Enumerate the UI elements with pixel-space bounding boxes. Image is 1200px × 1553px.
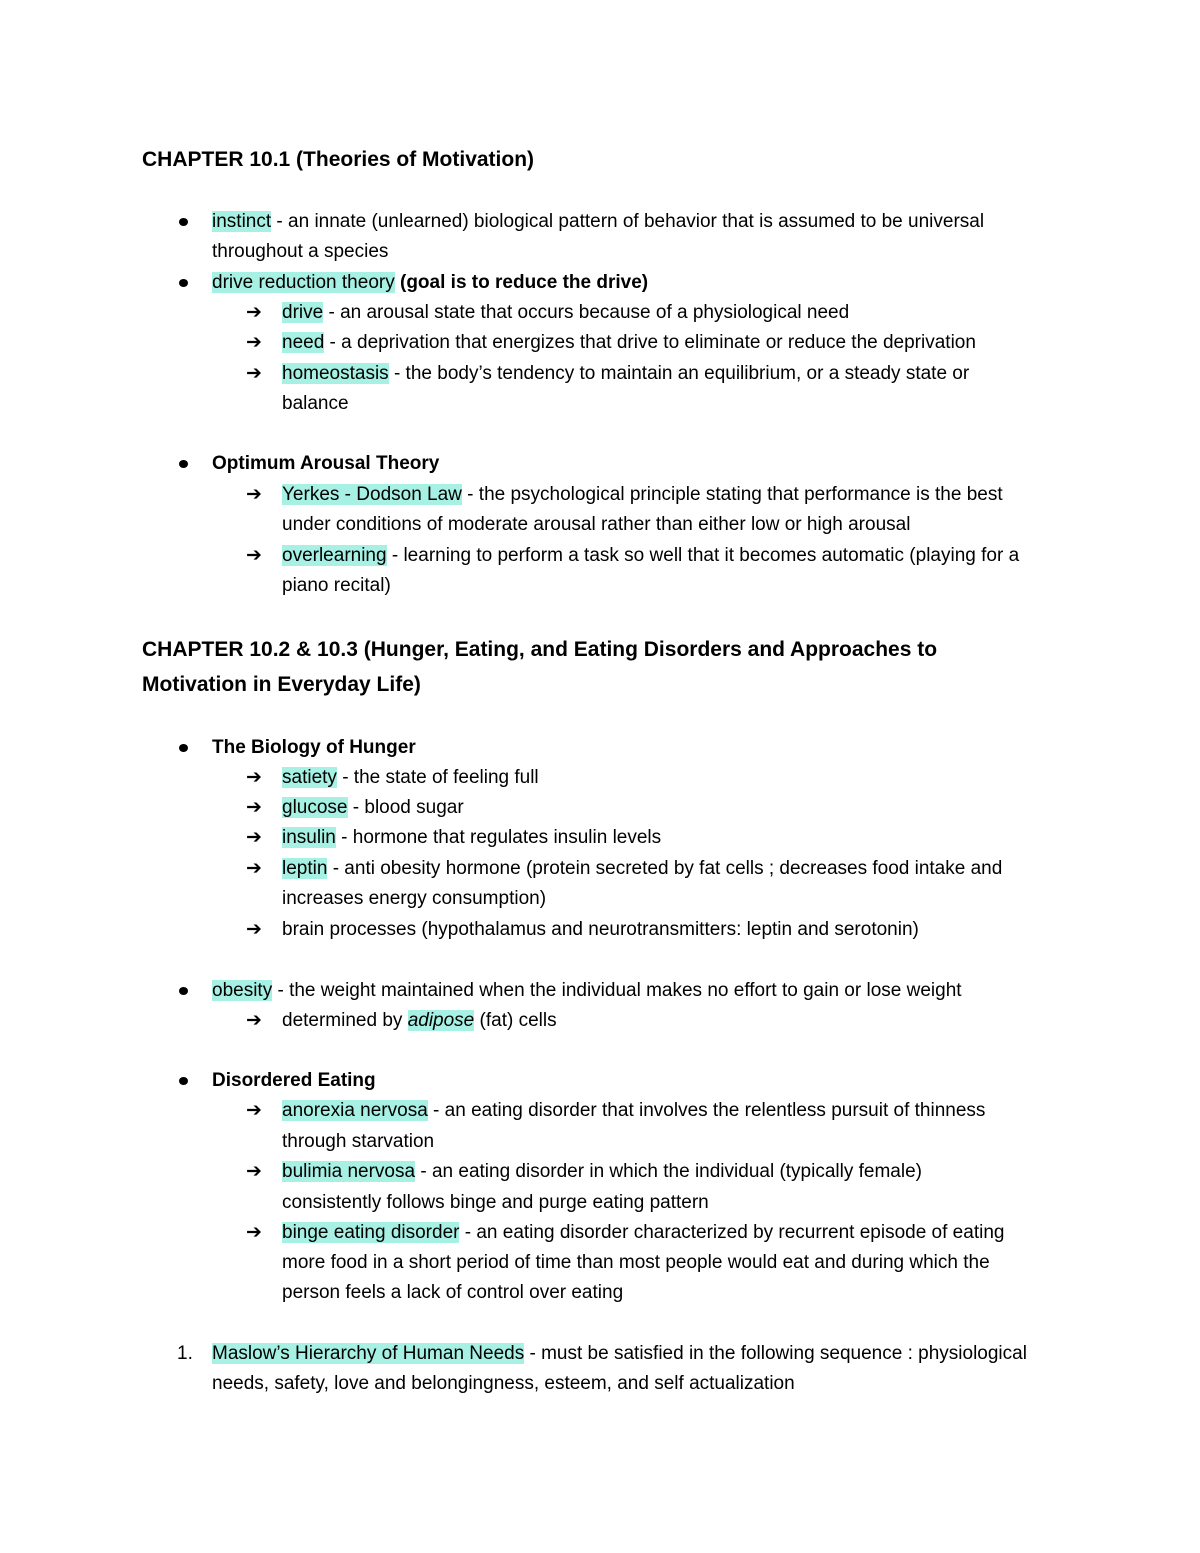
term-highlight: adipose xyxy=(407,1010,475,1031)
sub-item-drive xyxy=(246,298,850,328)
arrow-icon: ➔ xyxy=(246,332,262,353)
sub-item-continuation: under conditions of moderate arousal rather than either low or high arousal xyxy=(282,514,911,535)
definition-text: - blood sugar xyxy=(347,797,464,818)
definition-text: - an innate (unlearned) biological pattern of behavior that is assumed to be universal xyxy=(271,211,985,232)
term-highlight: Yerkes - Dodson Law xyxy=(282,484,462,505)
list-item-drive-reduction xyxy=(212,268,648,298)
term-highlight: binge eating disorder xyxy=(282,1222,460,1243)
arrow-icon: ➔ xyxy=(246,767,262,788)
sub-item-yerkes-dodson xyxy=(246,480,1003,510)
term-highlight: glucose xyxy=(282,797,348,818)
definition-text: - hormone that regulates insulin levels xyxy=(335,827,662,848)
definition-text: - the psychological principle stating that performance is the best xyxy=(461,484,1003,505)
term-highlight: homeostasis xyxy=(282,363,389,384)
sub-item-leptin xyxy=(246,854,1003,884)
numbered-item-maslow xyxy=(177,1339,1027,1369)
definition-text: brain processes (hypothalamus and neurotransmitters: leptin and serotonin) xyxy=(282,919,919,940)
term-highlight: overlearning xyxy=(282,545,387,566)
sub-item-brain-processes xyxy=(246,915,919,945)
arrow-icon: ➔ xyxy=(246,1222,262,1243)
arrow-icon: ➔ xyxy=(246,302,262,323)
arrow-icon: ➔ xyxy=(246,919,262,940)
term-highlight: need xyxy=(282,332,325,353)
term-highlight: bulimia nervosa xyxy=(282,1161,416,1182)
sub-item-continuation: person feels a lack of control over eating xyxy=(282,1282,624,1303)
chapter-10-2-title: CHAPTER 10.2 & 10.3 (Hunger, Eating, and Eating Disorders and Approaches to xyxy=(142,638,938,661)
sub-item-homeostasis xyxy=(246,359,970,389)
definition-text: - the body’s tendency to maintain an equilibrium, or a steady state or xyxy=(388,363,970,384)
sub-item-overlearning xyxy=(246,541,1020,571)
sub-item-binge-eating xyxy=(246,1218,1005,1248)
arrow-icon: ➔ xyxy=(246,363,262,384)
term-highlight: obesity xyxy=(212,980,273,1001)
arrow-icon: ➔ xyxy=(246,1161,262,1182)
section-heading: Optimum Arousal Theory xyxy=(212,453,440,474)
definition-text: - an eating disorder that involves the relentless pursuit of thinness xyxy=(427,1100,986,1121)
definition-text: determined by xyxy=(282,1010,408,1031)
chapter-10-2-title-continued: Motivation in Everyday Life) xyxy=(142,673,421,696)
sub-item-continuation: more food in a short period of time than most people would eat and during which the xyxy=(282,1252,990,1273)
term-highlight: satiety xyxy=(282,767,337,788)
list-number: 1. xyxy=(177,1343,193,1364)
sub-item-anorexia xyxy=(246,1096,986,1126)
chapter-10-1-title: CHAPTER 10.1 (Theories of Motivation) xyxy=(142,148,535,171)
definition-text: - anti obesity hormone (protein secreted by fat cells ; decreases food intake and xyxy=(327,858,1003,879)
definition-text: - must be satisfied in the following sequence : physiological xyxy=(524,1343,1027,1364)
definition-text: - an arousal state that occurs because of a physiological need xyxy=(323,302,850,323)
arrow-icon: ➔ xyxy=(246,827,262,848)
term-highlight: anorexia nervosa xyxy=(282,1100,428,1121)
sub-item-glucose xyxy=(246,793,464,823)
sub-item-continuation: increases energy consumption) xyxy=(282,888,547,909)
sub-item-bulimia xyxy=(246,1157,922,1187)
arrow-icon: ➔ xyxy=(246,484,262,505)
term-highlight: leptin xyxy=(282,858,328,879)
arrow-icon: ➔ xyxy=(246,545,262,566)
list-item-instinct xyxy=(212,207,984,237)
section-heading: The Biology of Hunger xyxy=(212,737,416,758)
definition-text: - an eating disorder characterized by recurrent episode of eating xyxy=(459,1222,1005,1243)
definition-text: - the weight maintained when the individual makes no effort to gain or lose weight xyxy=(272,980,962,1001)
arrow-icon: ➔ xyxy=(246,1010,262,1031)
term-highlight: insulin xyxy=(282,827,336,848)
arrow-icon: ➔ xyxy=(246,1100,262,1121)
sub-item-continuation: balance xyxy=(282,393,349,414)
sub-item-continuation: through starvation xyxy=(282,1131,435,1152)
list-item-obesity xyxy=(212,976,962,1006)
definition-text: (fat) cells xyxy=(474,1010,557,1031)
arrow-icon: ➔ xyxy=(246,858,262,879)
sub-item-continuation: piano recital) xyxy=(282,575,391,596)
sub-item-insulin xyxy=(246,823,662,853)
sub-item-continuation: consistently follows binge and purge eating pattern xyxy=(282,1192,709,1213)
arrow-icon: ➔ xyxy=(246,797,262,818)
sub-item-adipose xyxy=(246,1006,557,1036)
list-item-biology-of-hunger xyxy=(212,733,416,763)
numbered-item-continuation: needs, safety, love and belongingness, esteem, and self actualization xyxy=(212,1373,795,1394)
list-item-disordered-eating xyxy=(212,1066,376,1096)
sub-item-need xyxy=(246,328,976,358)
term-highlight: Maslow’s Hierarchy of Human Needs xyxy=(212,1343,525,1364)
term-highlight: drive reduction theory xyxy=(212,272,395,293)
list-item-continuation: throughout a species xyxy=(212,241,389,262)
section-heading: Disordered Eating xyxy=(212,1070,376,1091)
definition-text: - the state of feeling full xyxy=(336,767,539,788)
term-highlight: instinct xyxy=(212,211,272,232)
sub-item-satiety xyxy=(246,763,539,793)
definition-text: - learning to perform a task so well that it becomes automatic (playing for a xyxy=(386,545,1020,566)
definition-text: - a deprivation that energizes that drive to eliminate or reduce the deprivation xyxy=(324,332,976,353)
list-item-optimum-arousal xyxy=(212,449,439,479)
definition-text: - an eating disorder in which the individual (typically female) xyxy=(415,1161,922,1182)
term-highlight: drive xyxy=(282,302,324,323)
note-text: (goal is to reduce the drive) xyxy=(394,272,649,293)
